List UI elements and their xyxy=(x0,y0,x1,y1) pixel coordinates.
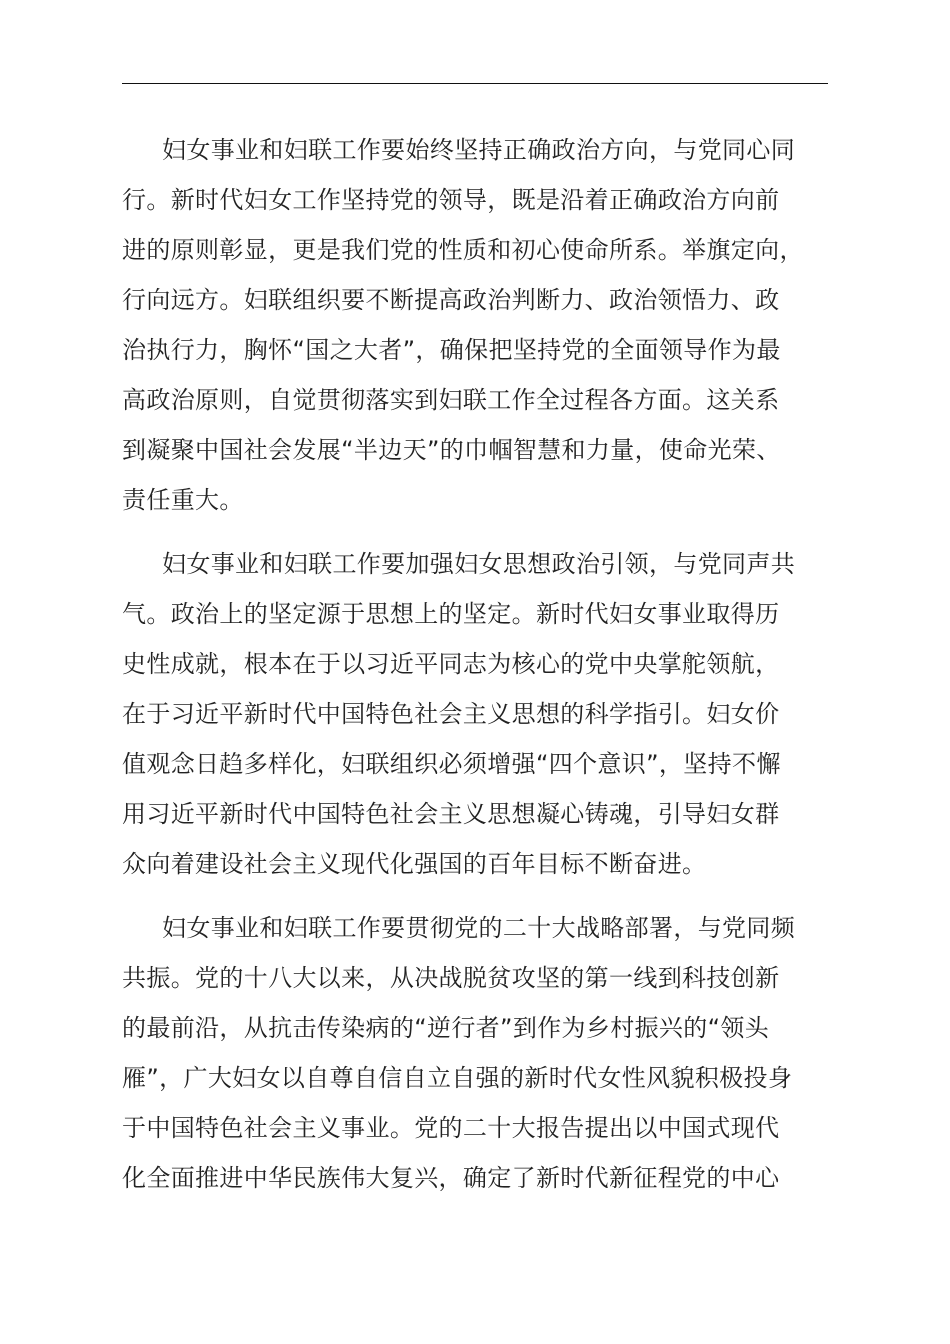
text-line: 妇女事业和妇联工作要加强妇女思想政治引领，与党同声共 xyxy=(162,550,796,578)
text-line: 高政治原则，自觉贯彻落实到妇联工作全过程各方面。这关系 xyxy=(122,386,780,414)
text-line: 进的原则彰显，更是我们党的性质和初心使命所系。举旗定向， xyxy=(122,236,804,264)
text-line: 的最前沿，从抗击传染病的“逆行者”到作为乡村振兴的“领头 xyxy=(122,1014,770,1042)
paragraph-3 xyxy=(122,903,842,1203)
text-line: 化全面推进中华民族伟大复兴，确定了新时代新征程党的中心 xyxy=(122,1164,780,1192)
text-line: 史性成就，根本在于以习近平同志为核心的党中央掌舵领航， xyxy=(122,650,780,678)
text-line: 行向远方。妇联组织要不断提高政治判断力、政治领悟力、政 xyxy=(122,286,780,314)
text-line: 值观念日趋多样化，妇联组织必须增强“四个意识”，坚持不懈 xyxy=(122,750,781,778)
text-line: 用习近平新时代中国特色社会主义思想凝心铸魂，引导妇女群 xyxy=(122,800,780,828)
text-line: 在于习近平新时代中国特色社会主义思想的科学指引。妇女价 xyxy=(122,700,780,728)
text-line: 到凝聚中国社会发展“半边天”的巾帼智慧和力量，使命光荣、 xyxy=(122,436,781,464)
text-line: 众向着建设社会主义现代化强国的百年目标不断奋进。 xyxy=(122,850,707,878)
text-line: 责任重大。 xyxy=(122,486,244,514)
text-line: 行。新时代妇女工作坚持党的领导，既是沿着正确政治方向前 xyxy=(122,186,780,214)
text-line: 于中国特色社会主义事业。党的二十大报告提出以中国式现代 xyxy=(122,1114,780,1142)
text-line: 共振。党的十八大以来，从决战脱贫攻坚的第一线到科技创新 xyxy=(122,964,780,992)
text-line: 妇女事业和妇联工作要贯彻党的二十大战略部署，与党同频 xyxy=(162,914,796,942)
text-line: 雁”，广大妇女以自尊自信自立自强的新时代女性风貌积极投身 xyxy=(122,1064,793,1092)
header-rule xyxy=(122,83,828,84)
paragraph-2 xyxy=(122,539,842,889)
paragraph-1 xyxy=(122,125,842,525)
text-line: 妇女事业和妇联工作要始终坚持正确政治方向，与党同心同 xyxy=(162,136,796,164)
text-line: 治执行力，胸怀“国之大者”，确保把坚持党的全面领导作为最 xyxy=(122,336,781,364)
document-body xyxy=(122,125,842,1203)
text-line: 气。政治上的坚定源于思想上的坚定。新时代妇女事业取得历 xyxy=(122,600,780,628)
